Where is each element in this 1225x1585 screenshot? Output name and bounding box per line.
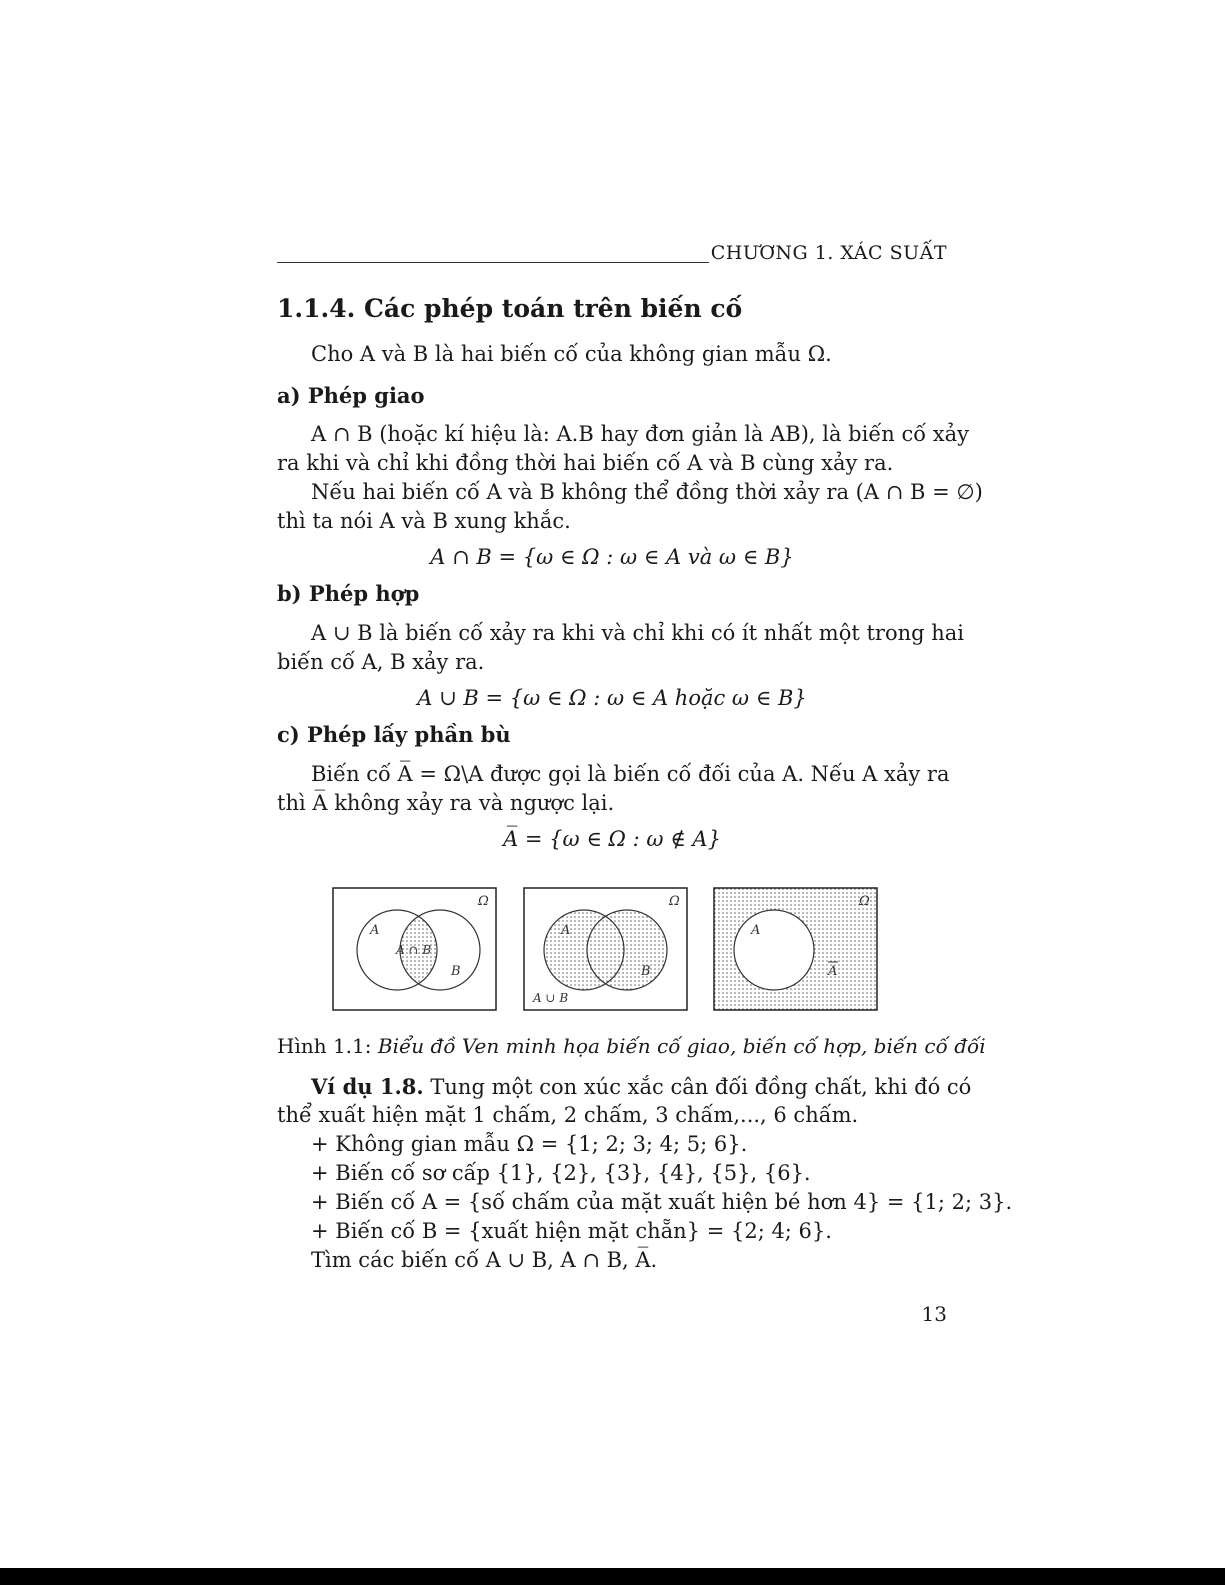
running-head-label: CHƯƠNG 1. XÁC SUẤT [710,242,947,264]
label-b: B [451,964,461,979]
example-line-2: thể xuất hiện mặt 1 chấm, 2 chấm, 3 chấm,..., 6 chấm. [277,1103,859,1127]
venn-intersection [333,888,496,1010]
label-union: A ∪ B [533,991,569,1005]
example-line-6: + Biến cố B = {xuất hiện mặt chẵn} = {2; 4; 6}. [311,1219,832,1243]
label-a: A [370,923,380,938]
running-head [277,236,947,268]
bu-formula: A̅ = {ω ∈ Ω : ω ∉ A} [503,827,721,851]
label-complement: A [828,964,838,979]
intro-text: Cho A và B là hai biến cố của không gian mẫu Ω. [311,342,832,366]
example-line-4: + Biến cố sơ cấp {1}, {2}, {3}, {4}, {5}, {6}. [311,1161,811,1185]
heading-hop: b) Phép hợp [277,581,420,606]
venn-figure [330,884,882,1014]
example-line-3: + Không gian mẫu Ω = {1; 2; 3; 4; 5; 6}. [311,1132,748,1156]
bu-line-1: Biến cố A̅ = Ω\A được gọi là biến cố đối của A. Nếu A xảy ra [311,762,950,786]
giao-line-2: ra khi và chỉ khi đồng thời hai biến cố A và B cùng xảy ra. [277,451,894,475]
example-line-1 [311,1074,971,1099]
omega-label: Ω [859,894,870,909]
section-title: 1.1.4. Các phép toán trên biến cố [277,294,743,323]
label-intersection: A ∩ B [396,943,432,957]
heading-bu: c) Phép lấy phần bù [277,722,511,747]
example-title: Ví dụ 1.8. [311,1074,424,1099]
giao-line-3: Nếu hai biến cố A và B không thể đồng thời xảy ra (A ∩ B = ∅) [311,480,983,504]
omega-label: Ω [478,894,489,909]
example-line-7: Tìm các biến cố A ∪ B, A ∩ B, A̅. [311,1248,658,1272]
header-rule [277,262,709,263]
example-line-5: + Biến cố A = {số chấm của mặt xuất hiện bé hơn 4} = {1; 2; 3}. [311,1190,1013,1214]
omega-label: Ω [669,894,680,909]
venn-complement [714,888,877,1010]
label-a: A [561,923,571,938]
bu-line-2: thì A̅ không xảy ra và ngược lại. [277,791,615,815]
circle-a [734,910,814,990]
label-b: B [641,964,651,979]
giao-line-1: A ∩ B (hoặc kí hiệu là: A.B hay đơn giản là AB), là biến cố xảy [311,422,969,446]
giao-line-4: thì ta nói A và B xung khắc. [277,509,571,533]
venn-union [524,888,687,1010]
scan-bottom-edge [0,1568,1225,1585]
hop-formula: A ∪ B = {ω ∈ Ω : ω ∈ A hoặc ω ∈ B} [417,686,807,710]
caption-text: Biểu đồ Ven minh họa biến cố giao, biến cố hợp, biến cố đối [377,1034,986,1058]
heading-giao: a) Phép giao [277,383,425,408]
hop-line-1: A ∪ B là biến cố xảy ra khi và chỉ khi có ít nhất một trong hai [311,621,964,645]
example-intro: Tung một con xúc xắc cân đối đồng chất, khi đó có [430,1075,972,1099]
caption-prefix: Hình 1.1: [277,1034,372,1058]
hop-line-2: biến cố A, B xảy ra. [277,650,485,674]
giao-formula: A ∩ B = {ω ∈ Ω : ω ∈ A và ω ∈ B} [430,545,794,569]
label-a: A [751,923,761,938]
figure-caption [277,1034,986,1058]
page-number: 13 [921,1302,947,1326]
